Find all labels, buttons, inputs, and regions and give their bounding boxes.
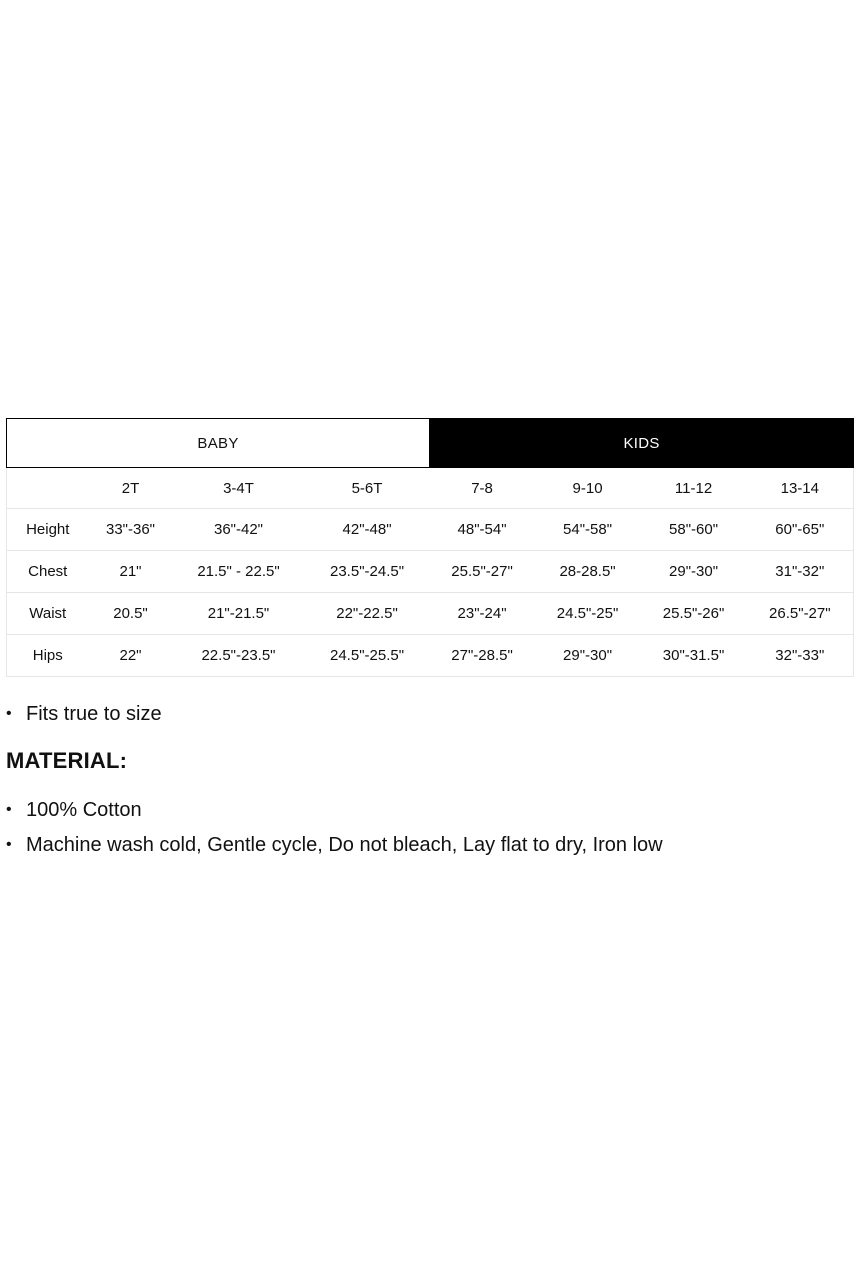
table-cell: 20.5"	[89, 593, 173, 635]
table-cell: 21"	[89, 551, 173, 593]
table-row-chest	[7, 551, 854, 593]
table-cell: 21.5" - 22.5"	[173, 551, 305, 593]
table-cell: 42"-48"	[305, 509, 430, 551]
table-row-hips	[7, 635, 854, 677]
table-cell: 25.5"-27"	[430, 551, 535, 593]
list-item: • Fits true to size	[0, 702, 162, 726]
table-cell: 25.5"-26"	[641, 593, 747, 635]
tab-kids[interactable]: KIDS	[430, 419, 854, 468]
size-header-row	[7, 468, 854, 509]
table-cell: 36"-42"	[173, 509, 305, 551]
table-cell: 23"-24"	[430, 593, 535, 635]
table-cell: 22.5"-23.5"	[173, 635, 305, 677]
fit-notes-list	[0, 702, 162, 726]
table-cell: 22"-22.5"	[305, 593, 430, 635]
size-header-empty	[7, 468, 89, 509]
size-header-cell: 13-14	[747, 468, 854, 509]
table-cell: 23.5"-24.5"	[305, 551, 430, 593]
list-item: • 100% Cotton	[0, 798, 663, 822]
table-cell: 54"-58"	[535, 509, 641, 551]
size-chart-table	[6, 418, 854, 677]
table-cell: 28-28.5"	[535, 551, 641, 593]
table-cell: 24.5"-25.5"	[305, 635, 430, 677]
size-header-cell: 5-6T	[305, 468, 430, 509]
row-label: Waist	[7, 593, 89, 635]
table-cell: 58"-60"	[641, 509, 747, 551]
table-cell: 29"-30"	[535, 635, 641, 677]
size-header-cell: 3-4T	[173, 468, 305, 509]
table-cell: 31"-32"	[747, 551, 854, 593]
table-cell: 24.5"-25"	[535, 593, 641, 635]
table-cell: 60"-65"	[747, 509, 854, 551]
size-header-cell: 7-8	[430, 468, 535, 509]
table-cell: 27"-28.5"	[430, 635, 535, 677]
size-header-cell: 9-10	[535, 468, 641, 509]
table-cell: 30"-31.5"	[641, 635, 747, 677]
table-row-height	[7, 509, 854, 551]
row-label: Hips	[7, 635, 89, 677]
table-row-waist	[7, 593, 854, 635]
tab-baby[interactable]: BABY	[7, 419, 430, 468]
size-tabs	[7, 419, 854, 468]
row-label: Height	[7, 509, 89, 551]
table-cell: 33"-36"	[89, 509, 173, 551]
table-cell: 21"-21.5"	[173, 593, 305, 635]
size-header-cell: 11-12	[641, 468, 747, 509]
material-list	[0, 798, 663, 868]
size-header-cell: 2T	[89, 468, 173, 509]
table-cell: 26.5"-27"	[747, 593, 854, 635]
table-cell: 32"-33"	[747, 635, 854, 677]
table-cell: 22"	[89, 635, 173, 677]
list-item: • Machine wash cold, Gentle cycle, Do not bleach, Lay flat to dry, Iron low	[0, 833, 663, 857]
table-cell: 29"-30"	[641, 551, 747, 593]
row-label: Chest	[7, 551, 89, 593]
material-heading: MATERIAL:	[6, 748, 128, 773]
table-cell: 48"-54"	[430, 509, 535, 551]
